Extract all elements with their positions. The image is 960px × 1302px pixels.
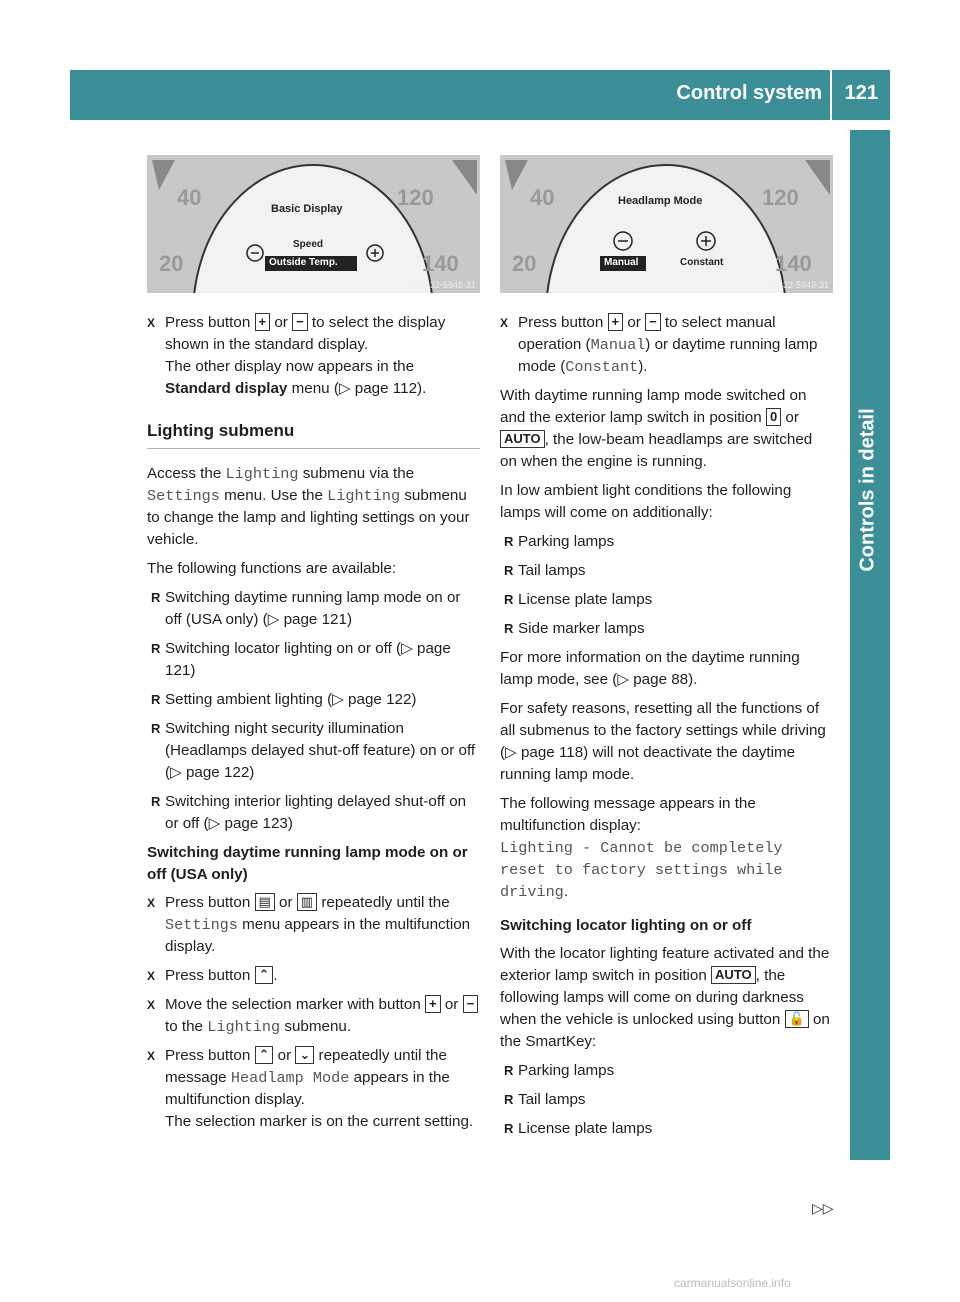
- list-item: R Tail lamps: [500, 1089, 833, 1111]
- plus-button-icon: +: [255, 313, 271, 331]
- plus-button-icon: +: [425, 995, 441, 1013]
- step-headlamp-mode: X Press button ⌃ or ⌄ repeatedly until the message Headlamp Mode appears in the multifunction display. The selection marker is on the current setting.: [147, 1045, 480, 1133]
- menu-right-button-icon: ▥: [297, 893, 317, 911]
- tick-40: 40: [177, 185, 202, 210]
- tick-20: 20: [512, 251, 537, 276]
- step-move-marker: X Move the selection marker with button + or − to the Lighting submenu.: [147, 994, 480, 1038]
- minus-button-icon: −: [463, 995, 479, 1013]
- list-item: R License plate lamps: [500, 589, 833, 611]
- image-reference: P54.32-5949-31: [764, 280, 829, 290]
- display-title: Basic Display: [271, 203, 343, 215]
- paragraph-locator-lighting: With the locator lighting feature activated and the exterior lamp switch in position AUTO , the following lamps will come on during darkness when the vehicle is unlocked using button 🔓 on the SmartKey:: [500, 945, 830, 1050]
- page-number: 121: [844, 82, 878, 104]
- list-item: R Switching night security illumination (Headlamps delayed shut-off feature) on or off (▷ page 122): [147, 718, 480, 784]
- step-select-display: X Press button + or − to select the display shown in the standard display. The other display now appears in the Standard display menu (▷ page 112).: [147, 312, 480, 400]
- paragraph-safety: For safety reasons, resetting all the functions of all submenus to the factory settings while driving (▷ page 118) will not deactivate the daytime running lamp mode.: [500, 700, 826, 783]
- step-select-mode: X Press button + or − to select manual operation (Manual) or daytime running lamp mode (Constant).: [500, 312, 833, 378]
- switch-position-0-icon: 0: [766, 408, 781, 426]
- minus-button-icon: −: [645, 313, 661, 331]
- switch-position-auto-icon: AUTO: [711, 966, 756, 984]
- chapter-tab: [850, 70, 890, 1160]
- instrument-cluster-headlamp-mode: [500, 155, 833, 293]
- list-item: R Setting ambient lighting (▷ page 122): [147, 689, 480, 711]
- menu-left-button-icon: ▤: [255, 893, 275, 911]
- section-heading-lighting-submenu: Lighting submenu: [147, 420, 480, 449]
- list-item: R Side marker lamps: [500, 618, 833, 640]
- display-line-outside-temp: Outside Temp.: [269, 257, 338, 268]
- right-column: [500, 312, 833, 1147]
- up-button-icon: ⌃: [255, 966, 274, 984]
- list-item: R License plate lamps: [500, 1118, 833, 1140]
- display-message: Lighting - Cannot be completely reset to factory settings while driving: [500, 839, 783, 901]
- tick-140: 140: [775, 251, 812, 276]
- tick-120: 120: [397, 185, 434, 210]
- subheading-locator-lighting: Switching locator lighting on or off: [500, 917, 752, 934]
- header-divider: [830, 70, 832, 120]
- tick-20: 20: [159, 251, 184, 276]
- step-open-settings: X Press button ▤ or ▥ repeatedly until the Settings menu appears in the multifunction display.: [147, 892, 480, 958]
- paragraph-more-info: For more information on the daytime running lamp mode, see (▷ page 88).: [500, 649, 800, 688]
- continued-icon: ▷▷: [812, 1200, 834, 1216]
- display-title: Headlamp Mode: [618, 195, 703, 207]
- step-press-up: X Press button ⌃ .: [147, 965, 480, 987]
- chapter-tab-label: Controls in detail: [856, 408, 879, 572]
- paragraph-ambient-light: In low ambient light conditions the following lamps will come on additionally:: [500, 482, 792, 521]
- unlock-button-icon: 🔓: [785, 1010, 809, 1028]
- list-item: R Parking lamps: [500, 1060, 833, 1082]
- list-item: R Switching interior lighting delayed shut-off on or off (▷ page 123): [147, 791, 480, 835]
- plus-button-icon: +: [608, 313, 624, 331]
- image-reference: P54.32-5948-31: [411, 280, 476, 290]
- tick-120: 120: [762, 185, 799, 210]
- paragraph-message-intro: The following message appears in the multifunction display: Lighting - Cannot be completely reset to factory settings while driving.: [500, 795, 783, 901]
- list-item: R Switching daytime running lamp mode on or off (USA only) (▷ page 121): [147, 587, 480, 631]
- minus-button-icon: −: [292, 313, 308, 331]
- paragraph-daytime-mode: With daytime running lamp mode switched on and the exterior lamp switch in position 0 or AUTO , the low-beam headlamps are switched on when the engine is running.: [500, 387, 813, 470]
- subheading-daytime-running-lamp: Switching daytime running lamp mode on or off (USA only): [147, 844, 468, 883]
- display-line-speed: Speed: [293, 239, 324, 250]
- left-column: [147, 312, 480, 1140]
- page-header: [70, 70, 890, 120]
- paragraph-access-lighting: Access the Lighting submenu via the Settings menu. Use the Lighting submenu to change the lamp and lighting settings on your vehicle.: [147, 465, 470, 548]
- list-item: R Switching locator lighting on or off (▷ page 121): [147, 638, 480, 682]
- switch-position-auto-icon: AUTO: [500, 430, 545, 448]
- paragraph-functions-intro: The following functions are available:: [147, 560, 397, 577]
- list-item: R Tail lamps: [500, 560, 833, 582]
- tick-140: 140: [422, 251, 459, 276]
- section-title: Control system: [676, 82, 822, 104]
- option-manual: Manual: [604, 257, 639, 268]
- instrument-cluster-basic-display: [147, 155, 480, 293]
- tick-40: 40: [530, 185, 555, 210]
- up-button-icon: ⌃: [255, 1046, 274, 1064]
- list-item: R Parking lamps: [500, 531, 833, 553]
- footer-watermark: carmanualsonline.info: [674, 1276, 791, 1290]
- option-constant: Constant: [680, 257, 724, 268]
- down-button-icon: ⌄: [295, 1046, 314, 1064]
